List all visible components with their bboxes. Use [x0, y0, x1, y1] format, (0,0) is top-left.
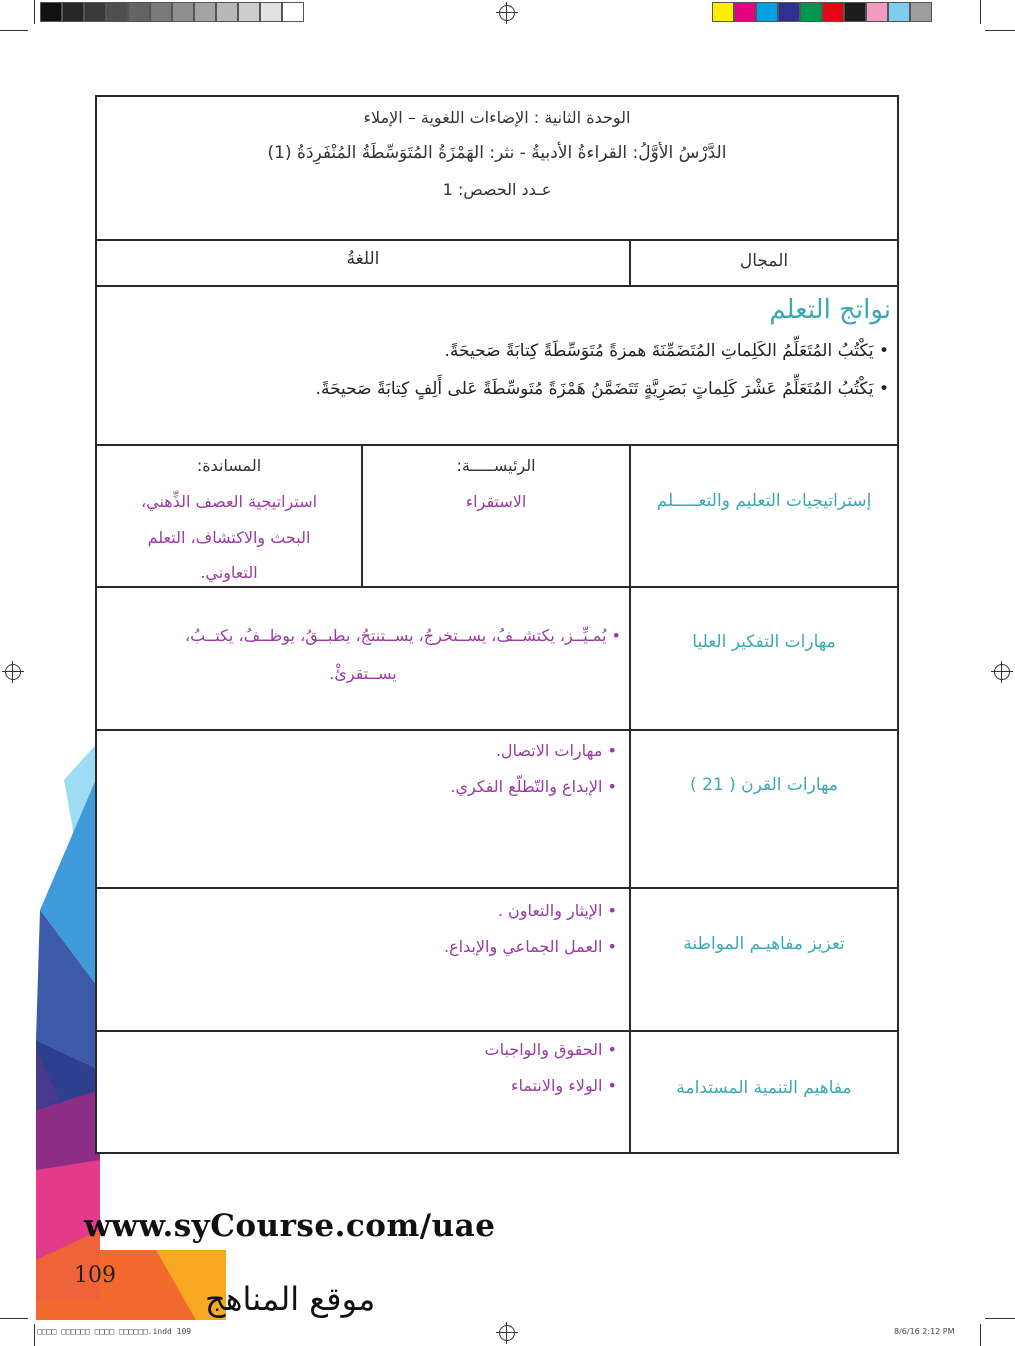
website-link[interactable]: www.syCourse.com/uae [84, 1208, 496, 1244]
citizenship-content-cell [97, 889, 629, 1030]
sessions-count: عـدد الحصص: 1 [442, 180, 552, 199]
color-swatch [40, 2, 62, 22]
domain-label: المجال [739, 251, 789, 271]
header-row [97, 97, 897, 241]
page-number: 109 [74, 1263, 116, 1288]
list-item: • الإبداع والتّطلّع الفكري. [107, 769, 617, 805]
main-strategy-heading: الرئيســـــة: [456, 456, 536, 475]
crop-mark [34, 1324, 35, 1346]
column-divider [629, 731, 631, 887]
outcome-text: يَكْتُبُ المُتَعَلِّمُ عَشْرَ كَلِماتٍ بَصَرِيَّةٍ تَتَضَمَّنُ هَمْزَةً مُتَوسِّطَةً عَلى أَلِفٍ كِتابَةً صَحيحَةً. [315, 379, 874, 399]
process-color-bar [712, 2, 932, 22]
higher-thinking-label: مهارات التفكير العليا [692, 632, 836, 652]
color-swatch [888, 2, 910, 22]
century-skills-label: مهارات القرن ( 21 ) [690, 775, 838, 795]
higher-thinking-line: يســتقرئْ. [329, 664, 397, 683]
file-info: □□□□ □□□□□□ □□□□ □□□□□□.indd 109 [37, 1327, 192, 1336]
outcomes-title: نواتج التعلم [769, 295, 891, 325]
strategies-label-cell [631, 446, 897, 586]
color-swatch [910, 2, 932, 22]
registration-mark-icon [994, 664, 1010, 680]
outcome-item: • يَكْتُبُ المُتَعَلِّمُ عَشْرَ كَلِماتٍ بَصَرِيَّةٍ تَتَضَمَّنُ هَمْزَةً مُتَوسِّطَةً عَلى أَلِفٍ كِتابَةً صَحيحَةً. [315, 379, 889, 399]
sustainability-label: مفاهيم التنمية المستدامة [676, 1078, 852, 1098]
sustainability-list [107, 1032, 617, 1104]
citizenship-row [97, 889, 897, 1032]
color-swatch [216, 2, 238, 22]
support-strategy-heading: المساندة: [196, 456, 262, 475]
lesson-title: الدَّرْسُ الأوَّلُ: القراءةُ الأدبيةُ - نثر: الهَمْزَةُ المُتَوَسِّطَةُ المُنْفَرِدَةُ (1) [267, 143, 727, 163]
color-swatch [800, 2, 822, 22]
support-strategy-line: البحث والاكتشاف، التعلم [147, 528, 311, 547]
strategies-row [97, 446, 897, 588]
registration-mark-icon [499, 5, 515, 21]
unit-title: الوحدة الثانية : الإضاءات اللغوية – الإملاء [363, 108, 631, 127]
registration-mark-icon [5, 664, 21, 680]
citizenship-label: تعزيز مفاهيـم المواطنة [683, 934, 845, 954]
higher-thinking-text: يُمـيِّــز، يكتشــفُ، يســتخرجُ، يســتنتجُ، يطبــقُ، يوظــفُ، يكتــبُ، [185, 626, 607, 645]
outcomes-row [97, 287, 897, 446]
crop-mark [985, 1318, 1015, 1319]
list-item: • الولاء والانتماء [107, 1068, 617, 1104]
color-swatch [260, 2, 282, 22]
color-swatch [844, 2, 866, 22]
column-divider [629, 889, 631, 1030]
support-strategy-cell [97, 446, 361, 586]
outcome-text: يَكْتُبُ المُتَعَلِّمُ الكَلِماتِ المُتَضَمِّنَةَ همزةً مُتَوَسِّطَةً كِتابَةً صَحيحَةً. [444, 341, 874, 361]
main-strategy-value: الاستقراء [465, 492, 527, 511]
century-skills-content-cell [97, 731, 629, 887]
citizenship-list [107, 893, 617, 965]
support-strategy-line: التعاوني. [200, 563, 258, 582]
crop-mark [985, 30, 1015, 31]
sustainability-content-cell [97, 1032, 629, 1154]
column-divider [629, 588, 631, 729]
color-swatch [84, 2, 106, 22]
crop-mark [34, 0, 35, 24]
color-swatch [778, 2, 800, 22]
column-divider [629, 446, 631, 586]
higher-thinking-row [97, 588, 897, 731]
crop-mark [0, 1318, 28, 1319]
crop-mark [980, 0, 981, 24]
citizenship-label-cell [631, 889, 897, 1030]
print-timestamp: 8/6/16 2:12 PM [894, 1327, 955, 1336]
color-swatch [822, 2, 844, 22]
color-swatch [128, 2, 150, 22]
color-swatch [172, 2, 194, 22]
color-swatch [62, 2, 84, 22]
century-skills-row [97, 731, 897, 889]
color-swatch [238, 2, 260, 22]
domain-value-cell [97, 241, 629, 285]
crop-mark [0, 30, 28, 31]
column-divider [629, 241, 631, 285]
site-logo-text: موقع المناهج [205, 1280, 376, 1318]
outcome-item: • يَكْتُبُ المُتَعَلِّمُ الكَلِماتِ المُتَضَمِّنَةَ همزةً مُتَوَسِّطَةً كِتابَةً صَحيحَةً. [444, 341, 889, 361]
century-skills-list [107, 733, 617, 805]
color-swatch [734, 2, 756, 22]
list-item: • مهارات الاتصال. [107, 733, 617, 769]
domain-row [97, 241, 897, 287]
support-strategy-line: استراتيجية العصف الذِّهني، [140, 492, 318, 511]
higher-thinking-line: • يُمـيِّــز، يكتشــفُ، يســتخرجُ، يســتنتجُ، يطبــقُ، يوظــفُ، يكتــبُ، [185, 626, 621, 645]
color-swatch [150, 2, 172, 22]
domain-label-cell [631, 241, 897, 285]
list-item: • الحقوق والواجبات [107, 1032, 617, 1068]
lesson-plan-table [95, 95, 899, 1154]
color-swatch [194, 2, 216, 22]
list-item: • الإيثار والتعاون . [107, 893, 617, 929]
color-swatch [712, 2, 734, 22]
grayscale-color-bar [40, 2, 304, 22]
column-divider [361, 446, 363, 586]
column-divider [629, 1032, 631, 1154]
color-swatch [106, 2, 128, 22]
domain-value: اللغةُ [346, 249, 380, 269]
century-skills-label-cell [631, 731, 897, 887]
color-swatch [756, 2, 778, 22]
higher-thinking-label-cell [631, 588, 897, 729]
list-item: • العمل الجماعي والإبداع. [107, 929, 617, 965]
main-strategy-cell [363, 446, 629, 586]
registration-mark-icon [499, 1325, 515, 1341]
color-swatch [282, 2, 304, 22]
higher-thinking-content-cell [97, 588, 629, 729]
color-swatch [866, 2, 888, 22]
crop-mark [980, 1324, 981, 1346]
sustainability-label-cell [631, 1032, 897, 1154]
sustainability-row [97, 1032, 897, 1154]
strategies-label: إستراتيجيات التعليم والتعـــــلم [656, 491, 872, 511]
